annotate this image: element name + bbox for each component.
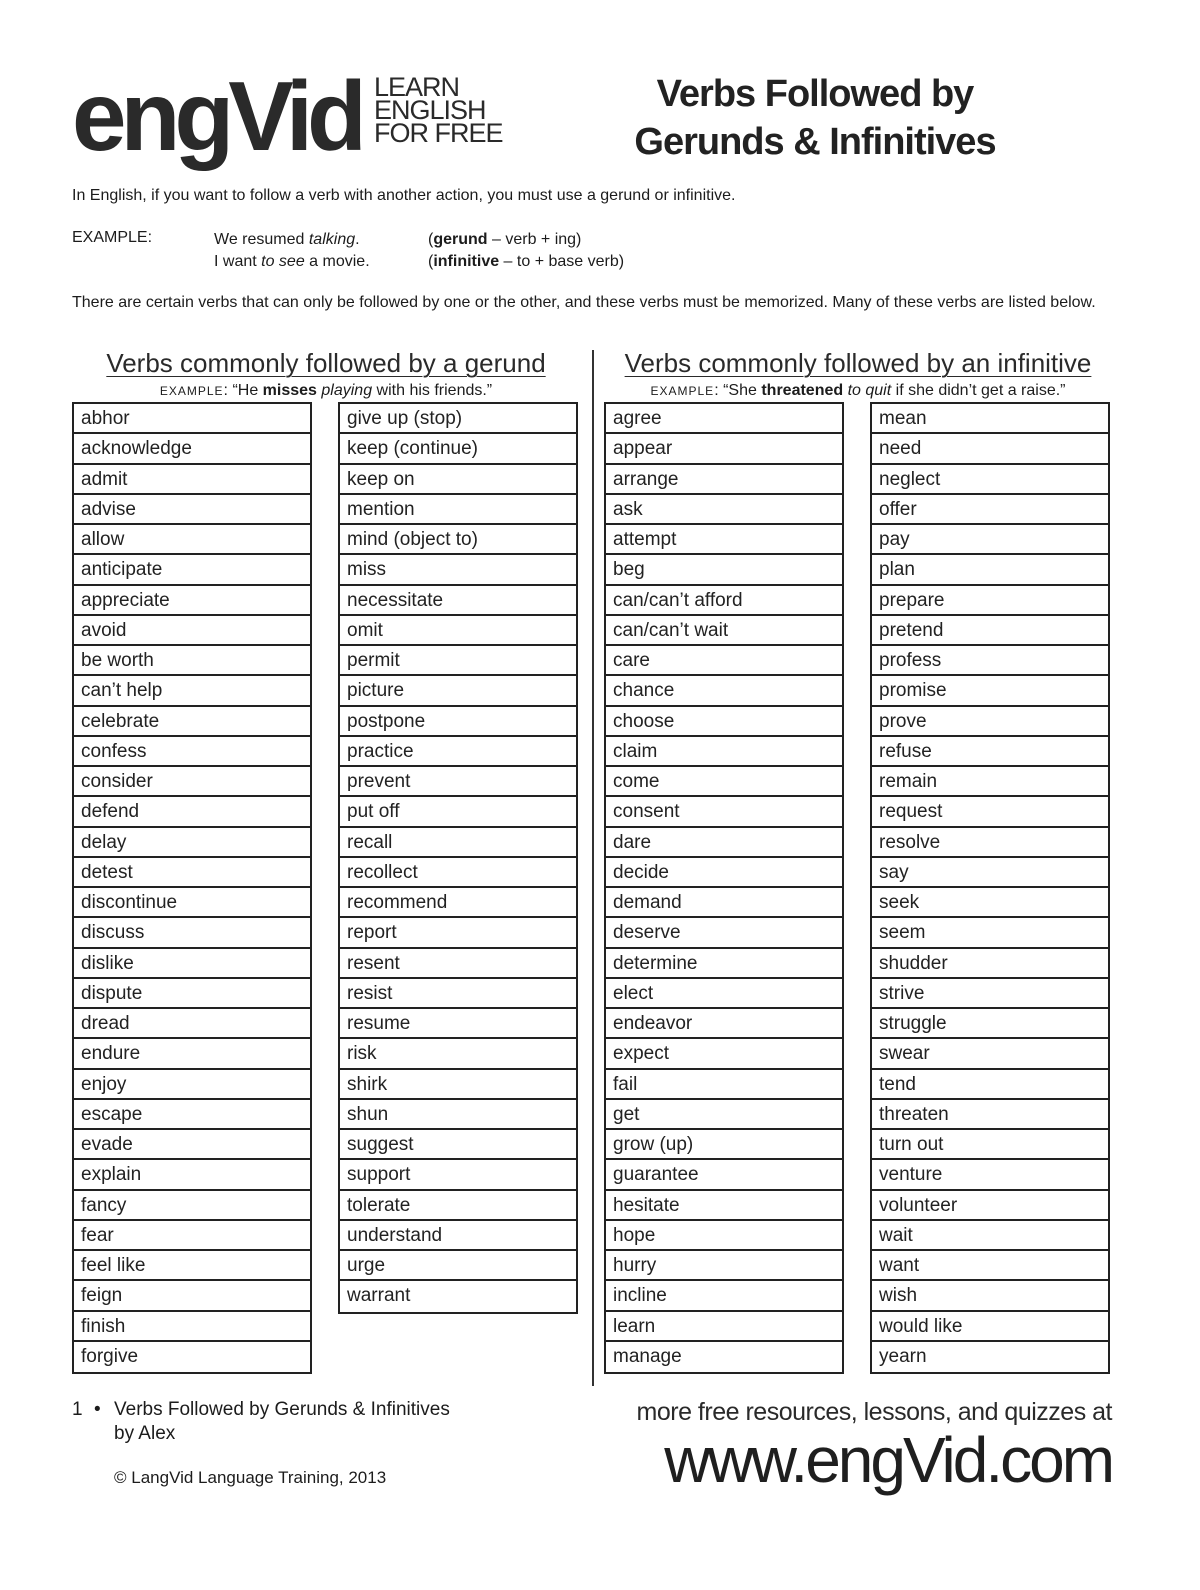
verb-item: can/can’t wait <box>606 616 842 646</box>
verb-item: seem <box>872 918 1108 948</box>
verb-item: defend <box>74 797 310 827</box>
verb-item: incline <box>606 1281 842 1311</box>
verb-item: keep (continue) <box>340 434 576 464</box>
verb-item: deserve <box>606 918 842 948</box>
verb-item: explain <box>74 1160 310 1190</box>
page-title <box>600 70 1030 166</box>
verb-item: fear <box>74 1221 310 1251</box>
verb-item: offer <box>872 495 1108 525</box>
verb-item: seek <box>872 888 1108 918</box>
example-label: EXAMPLE: <box>72 229 153 246</box>
verb-item: get <box>606 1100 842 1130</box>
verb-item: prove <box>872 707 1108 737</box>
verb-item: admit <box>74 465 310 495</box>
example-sentence-gerund: We resumed talking. <box>214 231 360 248</box>
verb-item: enjoy <box>74 1070 310 1100</box>
verb-item: hope <box>606 1221 842 1251</box>
verb-item: arrange <box>606 465 842 495</box>
verb-item: recommend <box>340 888 576 918</box>
gerund-section-header <box>72 348 580 402</box>
verb-item: grow (up) <box>606 1130 842 1160</box>
verb-item: dispute <box>74 979 310 1009</box>
verb-item: tolerate <box>340 1191 576 1221</box>
gerund-verb-list-1 <box>72 402 312 1374</box>
intro-text: In English, if you want to follow a verb with another action, you must use a gerund or infinitive. <box>72 187 736 204</box>
verb-item: avoid <box>74 616 310 646</box>
verb-item: discontinue <box>74 888 310 918</box>
verb-item: consent <box>606 797 842 827</box>
verb-item: feign <box>74 1281 310 1311</box>
logo-tagline <box>374 72 503 148</box>
verb-item: come <box>606 767 842 797</box>
verb-item: be worth <box>74 646 310 676</box>
page-number: 1 <box>72 1399 83 1420</box>
verb-item: venture <box>872 1160 1108 1190</box>
verb-item: resist <box>340 979 576 1009</box>
verb-item: prepare <box>872 586 1108 616</box>
infinitive-verb-list-2 <box>870 402 1110 1374</box>
verb-item: picture <box>340 676 576 706</box>
verb-item: elect <box>606 979 842 1009</box>
gerund-verb-list-2 <box>338 402 578 1314</box>
verb-item: report <box>340 918 576 948</box>
verb-item: wish <box>872 1281 1108 1311</box>
verb-item: warrant <box>347 1285 411 1307</box>
verb-item: say <box>872 858 1108 888</box>
logo-wordmark: engVid <box>72 61 361 171</box>
verb-item: wait <box>872 1221 1108 1251</box>
bullet-icon: • <box>94 1399 101 1420</box>
infinitive-heading: Verbs commonly followed by an infinitive <box>624 348 1092 378</box>
verb-item: volunteer <box>872 1191 1108 1221</box>
infinitive-section-header <box>604 348 1112 402</box>
verb-item: swear <box>872 1039 1108 1069</box>
verb-item: demand <box>606 888 842 918</box>
verb-item: confess <box>74 737 310 767</box>
memorize-note: There are certain verbs that can only be followed by one or the other, and these verbs must be memorized. Many of these verbs are listed below. <box>72 294 1096 311</box>
verb-item: pay <box>872 525 1108 555</box>
verb-item: detest <box>74 858 310 888</box>
verb-item: care <box>606 646 842 676</box>
verb-item: attempt <box>606 525 842 555</box>
verb-item: profess <box>872 646 1108 676</box>
verb-item: forgive <box>81 1345 139 1367</box>
verb-item: agree <box>606 404 842 434</box>
gerund-heading: Verbs commonly followed by a gerund <box>106 348 546 378</box>
verb-item: can/can’t afford <box>606 586 842 616</box>
verb-item: determine <box>606 949 842 979</box>
verb-item: claim <box>606 737 842 767</box>
example-notes <box>428 229 624 273</box>
verb-item: tend <box>872 1070 1108 1100</box>
verb-item: fail <box>606 1070 842 1100</box>
verb-item: chance <box>606 676 842 706</box>
logo-tagline-line: ENGLISH <box>374 95 486 125</box>
logo-tagline-line: FOR FREE <box>374 118 503 148</box>
verb-item: recollect <box>340 858 576 888</box>
infinitive-verb-list-1 <box>604 402 844 1374</box>
verb-item: delay <box>74 828 310 858</box>
verb-item: would like <box>872 1312 1108 1342</box>
verb-item: risk <box>340 1039 576 1069</box>
copyright: © LangVid Language Training, 2013 <box>114 1468 387 1487</box>
verb-item: practice <box>340 737 576 767</box>
verb-item: give up (stop) <box>340 404 576 434</box>
example-note-infinitive: (infinitive – to + base verb) <box>428 253 625 270</box>
infinitive-example: EXAMPLE: “She threatened to quit if she didn’t get a raise.” <box>650 382 1066 399</box>
example-sentence-infinitive: I want to see a movie. <box>214 253 370 270</box>
verb-item: pretend <box>872 616 1108 646</box>
verb-item: feel like <box>74 1251 310 1281</box>
verb-item: promise <box>872 676 1108 706</box>
verb-item: celebrate <box>74 707 310 737</box>
verb-item: hurry <box>606 1251 842 1281</box>
logo-tagline-line: LEARN <box>374 72 460 102</box>
verb-item: endeavor <box>606 1009 842 1039</box>
verb-item: necessitate <box>340 586 576 616</box>
verb-item: resolve <box>872 828 1108 858</box>
example-sentences <box>214 229 370 273</box>
footer-title: Verbs Followed by Gerunds & Infinitives <box>114 1399 450 1420</box>
verb-item: mind (object to) <box>340 525 576 555</box>
verb-item: learn <box>606 1312 842 1342</box>
verb-item: recall <box>340 828 576 858</box>
verb-item: can’t help <box>74 676 310 706</box>
verb-item: escape <box>74 1100 310 1130</box>
verb-item: resent <box>340 949 576 979</box>
verb-item: consider <box>74 767 310 797</box>
verb-item: prevent <box>340 767 576 797</box>
verb-item: turn out <box>872 1130 1108 1160</box>
verb-item: manage <box>613 1345 682 1367</box>
verb-item: understand <box>340 1221 576 1251</box>
verb-item: need <box>872 434 1108 464</box>
verb-item: hesitate <box>606 1191 842 1221</box>
example-note-gerund: (gerund – verb + ing) <box>428 231 582 248</box>
verb-item: want <box>872 1251 1108 1281</box>
page-title-line: Verbs Followed by <box>656 73 974 115</box>
verb-item: support <box>340 1160 576 1190</box>
verb-item: advise <box>74 495 310 525</box>
verb-item: abhor <box>74 404 310 434</box>
verb-item: fancy <box>74 1191 310 1221</box>
verb-item: yearn <box>879 1345 927 1367</box>
verb-item: endure <box>74 1039 310 1069</box>
verb-item: remain <box>872 767 1108 797</box>
verb-item: expect <box>606 1039 842 1069</box>
verb-item: acknowledge <box>74 434 310 464</box>
verb-item: refuse <box>872 737 1108 767</box>
website-link[interactable]: www.engVid.com <box>664 1424 1112 1496</box>
verb-item: choose <box>606 707 842 737</box>
verb-item: discuss <box>74 918 310 948</box>
verb-item: anticipate <box>74 555 310 585</box>
verb-item: dislike <box>74 949 310 979</box>
verb-item: finish <box>74 1312 310 1342</box>
verb-item: urge <box>340 1251 576 1281</box>
verb-item: decide <box>606 858 842 888</box>
verb-item: put off <box>340 797 576 827</box>
verb-item: shudder <box>872 949 1108 979</box>
page-title-line: Gerunds & Infinitives <box>634 121 996 163</box>
verb-item: neglect <box>872 465 1108 495</box>
verb-item: guarantee <box>606 1160 842 1190</box>
verb-item: request <box>872 797 1108 827</box>
verb-item: beg <box>606 555 842 585</box>
verb-item: postpone <box>340 707 576 737</box>
verb-item: shun <box>340 1100 576 1130</box>
verb-item: dread <box>74 1009 310 1039</box>
verb-item: miss <box>340 555 576 585</box>
verb-item: ask <box>606 495 842 525</box>
verb-item: struggle <box>872 1009 1108 1039</box>
verb-item: dare <box>606 828 842 858</box>
verb-item: keep on <box>340 465 576 495</box>
verb-item: appear <box>606 434 842 464</box>
verb-item: plan <box>872 555 1108 585</box>
verb-item: strive <box>872 979 1108 1009</box>
gerund-example: EXAMPLE: “He misses playing with his friends.” <box>159 382 493 399</box>
verb-item: appreciate <box>74 586 310 616</box>
verb-item: evade <box>74 1130 310 1160</box>
verb-item: suggest <box>340 1130 576 1160</box>
verb-item: mean <box>872 404 1108 434</box>
verb-item: threaten <box>872 1100 1108 1130</box>
verb-item: permit <box>340 646 576 676</box>
verb-item: omit <box>340 616 576 646</box>
verb-item: mention <box>340 495 576 525</box>
promo-text: more free resources, lessons, and quizzes at <box>636 1398 1112 1426</box>
verb-item: allow <box>74 525 310 555</box>
verb-item: shirk <box>340 1070 576 1100</box>
footer-author: by Alex <box>114 1423 176 1444</box>
verb-item: resume <box>340 1009 576 1039</box>
column-divider <box>592 350 594 1386</box>
